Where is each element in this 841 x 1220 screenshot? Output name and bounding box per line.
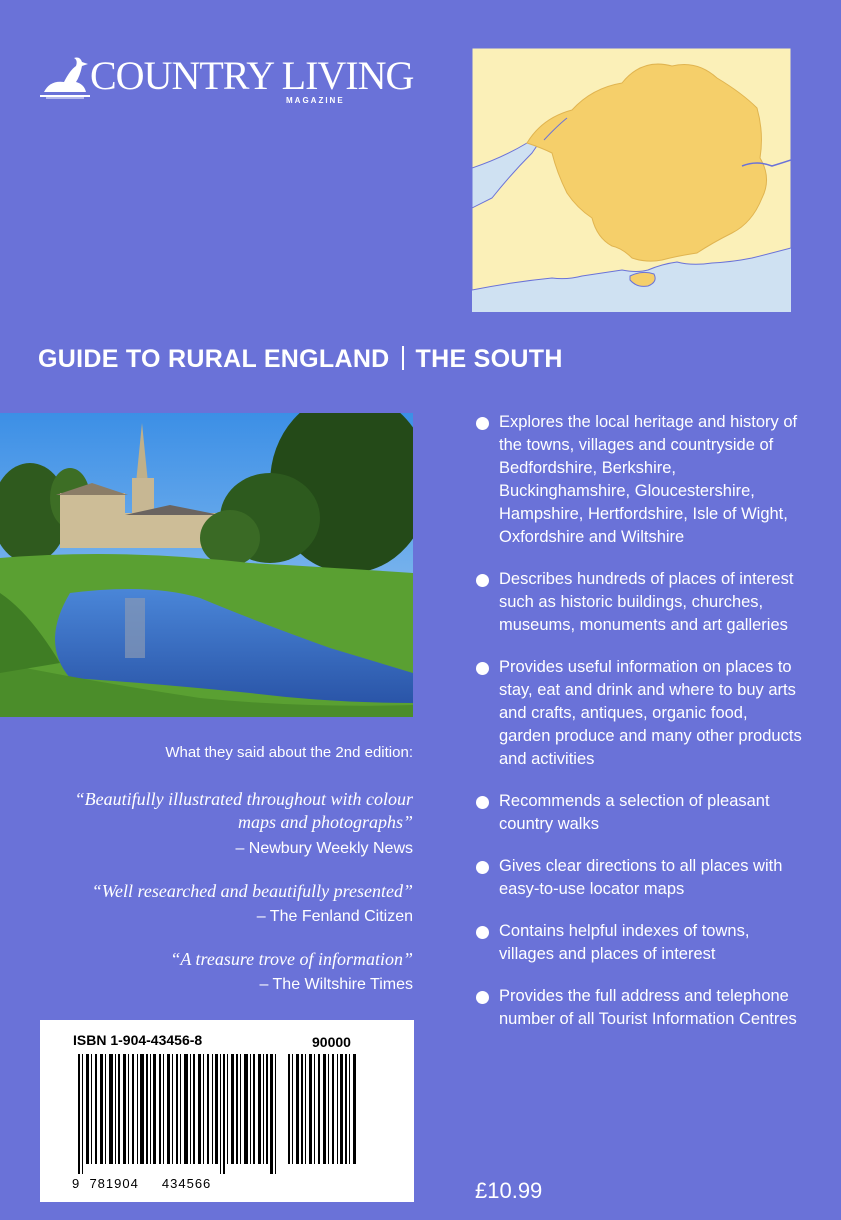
feature-item: [472, 985, 802, 1031]
title-main: GUIDE TO RURAL ENGLAND: [38, 345, 390, 373]
book-title: [38, 345, 563, 374]
feature-text: Describes hundreds of places of interest such as historic buildings, churches, museums, monuments and art galleries: [499, 570, 794, 634]
bullet-icon: [476, 662, 489, 675]
bullet-icon: [476, 926, 489, 939]
feature-item: [472, 920, 802, 966]
title-region: THE SOUTH: [415, 345, 563, 373]
feature-text: Provides useful information on places to stay, eat and drink and where to buy arts and crafts, antiques, organic food, garden produce and many other products and activities: [499, 658, 802, 768]
review-source: – The Wiltshire Times: [259, 976, 413, 993]
review-quote: “Well researched and beautifully presented”: [91, 881, 413, 901]
feature-text: Gives clear directions to all places with easy-to-use locator maps: [499, 857, 783, 898]
feature-text: Provides the full address and telephone number of all Tourist Information Centres: [499, 987, 797, 1028]
features-list: [472, 411, 802, 1050]
region-map: [472, 48, 791, 312]
bullet-icon: [476, 861, 489, 874]
review-quote: “A treasure trove of information”: [170, 949, 413, 969]
bullet-icon: [476, 574, 489, 587]
country-living-logo: [40, 52, 414, 122]
feature-item: [472, 855, 802, 901]
cover-photo: [0, 413, 413, 717]
feature-text: Recommends a selection of pleasant country walks: [499, 792, 770, 833]
barcode-bars: [78, 1054, 378, 1174]
price: £10.99: [475, 1178, 543, 1203]
duck-logo-icon: [40, 52, 90, 100]
barcode-box: [40, 1020, 414, 1202]
brand-name: COUNTRY LIVING: [90, 53, 414, 98]
bullet-icon: [476, 417, 489, 430]
ean-digits: 9 781904 434566: [72, 1176, 212, 1191]
review-quote: “Beautifully illustrated throughout with colour maps and photographs”: [74, 789, 413, 832]
price-code: 90000: [312, 1034, 351, 1050]
review-source: – The Fenland Citizen: [256, 908, 413, 925]
reviews-intro: What they said about the 2nd edition:: [165, 744, 413, 761]
review-source: – Newbury Weekly News: [235, 840, 413, 857]
feature-item: [472, 568, 802, 637]
feature-text: Explores the local heritage and history of the towns, villages and countryside of Bedfordshire, Berkshire, Buckinghamshire, Gloucestershire, Hampshire, Hertfordshire, Isle of Wight, Oxfordshire and Wiltshire: [499, 413, 798, 546]
isbn-text: ISBN 1-904-43456-8: [73, 1032, 203, 1048]
brand-subtitle: MAGAZINE: [286, 96, 345, 105]
feature-item: [472, 656, 802, 771]
feature-item: [472, 790, 802, 836]
title-divider: [402, 346, 404, 370]
bullet-icon: [476, 991, 489, 1004]
feature-item: [472, 411, 802, 549]
bullet-icon: [476, 796, 489, 809]
feature-text: Contains helpful indexes of towns, villages and places of interest: [499, 922, 750, 963]
